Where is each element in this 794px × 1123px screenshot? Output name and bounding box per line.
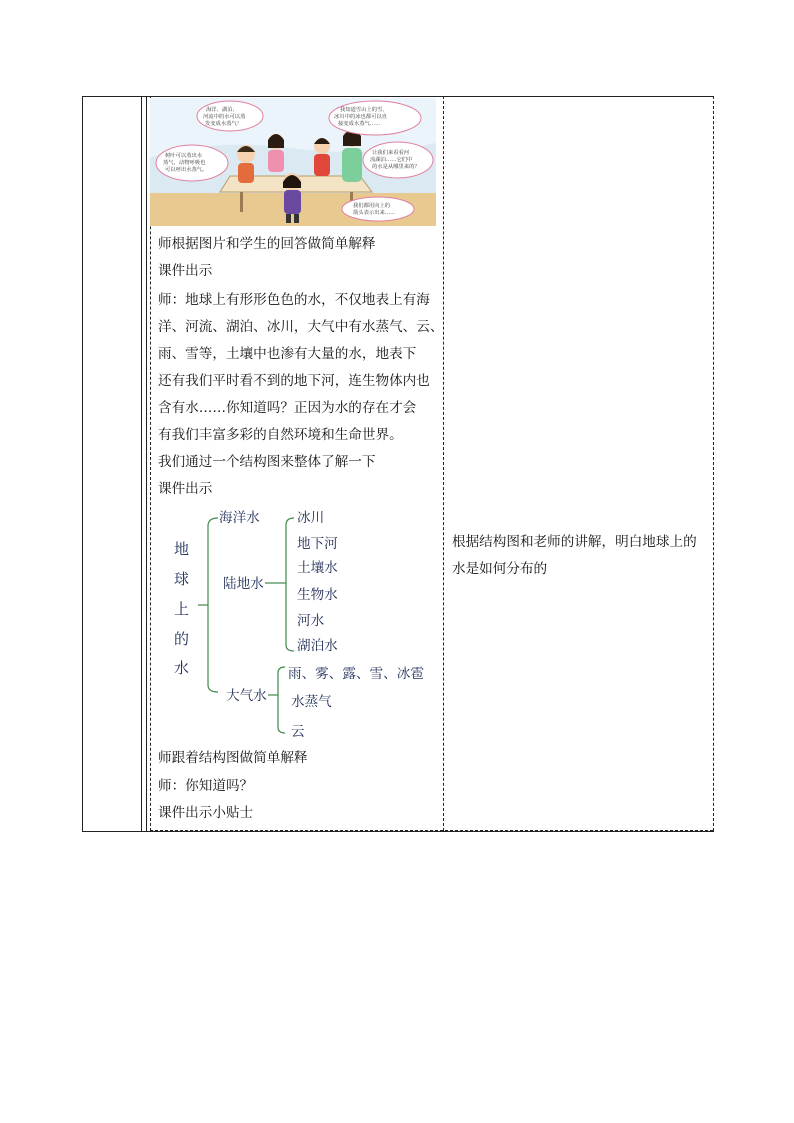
bubble-text-2a: 我知道雪山上的雪、 (340, 107, 388, 113)
text-line-structure-intro: 我们通过一个结构图来整体了解一下 (158, 454, 376, 470)
node-underground-river: 地下河 (297, 536, 338, 552)
bubble-text-3a: 树叶可以蒸出水 (165, 153, 203, 159)
bubble-text-2c: 接变成水蒸气…… (338, 121, 381, 127)
paragraph-line-1: 师：地球上有形形色色的水，不仅地表上有海 (158, 292, 430, 308)
text-line-diagram-explain: 师跟着结构图做简单解释 (158, 750, 308, 766)
bubble-text-1a: 海洋、湖泊、 (206, 107, 238, 113)
node-cloud: 云 (291, 724, 305, 740)
text-line-did-you-know: 师：你知道吗？ (158, 778, 254, 794)
bubble-text-4b: 流湖泊……它们中 (370, 157, 413, 163)
root-char-5: 水 (174, 659, 190, 677)
text-line-courseware-2: 课件出示 (158, 481, 213, 497)
paragraph-line-4: 还有我们平时看不到的地下河，连生物体内也 (158, 373, 430, 389)
root-char-4: 的 (174, 630, 190, 648)
student-activity-line-1: 根据结构图和老师的讲解，明白地球上的 (452, 534, 697, 550)
node-river-water: 河水 (297, 613, 325, 629)
paragraph-line-2: 洋、河流、湖泊、冰川，大气中有水蒸气、云、 (158, 319, 444, 335)
node-biological-water: 生物水 (297, 587, 338, 603)
root-char-1: 地 (174, 540, 190, 558)
node-ocean-water: 海洋水 (219, 510, 260, 526)
node-atmospheric-water: 大气水 (226, 688, 267, 704)
paragraph-line-6: 有我们丰富多彩的自然环境和生命世界。 (158, 427, 403, 443)
text-line-explain-image: 师根据图片和学生的回答做简单解释 (158, 236, 376, 252)
node-glacier: 冰川 (297, 510, 325, 526)
node-land-water: 陆地水 (223, 576, 264, 592)
node-water-vapor: 水蒸气 (291, 694, 332, 710)
bubble-text-5a: 我们都用向上的 (353, 203, 391, 209)
node-precipitation: 雨、雾、露、雪、冰雹 (288, 666, 424, 682)
root-char-3: 上 (174, 600, 190, 618)
paragraph-line-3: 雨、雪等，土壤中也渗有大量的水，地表下 (158, 346, 417, 362)
node-soil-water: 土壤水 (297, 560, 338, 576)
paragraph-line-5: 含有水……你知道吗？正因为水的存在才会 (158, 400, 417, 416)
root-char-2: 球 (174, 570, 190, 588)
bubble-text-3c: 可以呼出水蒸气。 (165, 167, 208, 173)
bubble-text-4c: 的水是从哪里来的？ (372, 164, 420, 170)
bubble-text-4a: 让我们来看看河 (372, 150, 410, 156)
bubble-text-1b: 河流中的水可以蒸 (203, 114, 246, 120)
bubble-text-5b: 箭头表示出来…… (353, 210, 396, 216)
node-lake-water: 湖泊水 (297, 638, 338, 654)
bubble-text-1c: 发变成水蒸气！ (205, 121, 243, 127)
student-activity-line-2: 水是如何分布的 (452, 561, 548, 577)
bubble-text-2b: 冰川中的冰也都可以直 (334, 114, 387, 120)
text-line-courseware-tips: 课件出示小贴士 (158, 805, 254, 821)
bubble-text-3b: 蒸气，动物呼吸也 (163, 160, 206, 166)
text-line-courseware-1: 课件出示 (158, 263, 213, 279)
